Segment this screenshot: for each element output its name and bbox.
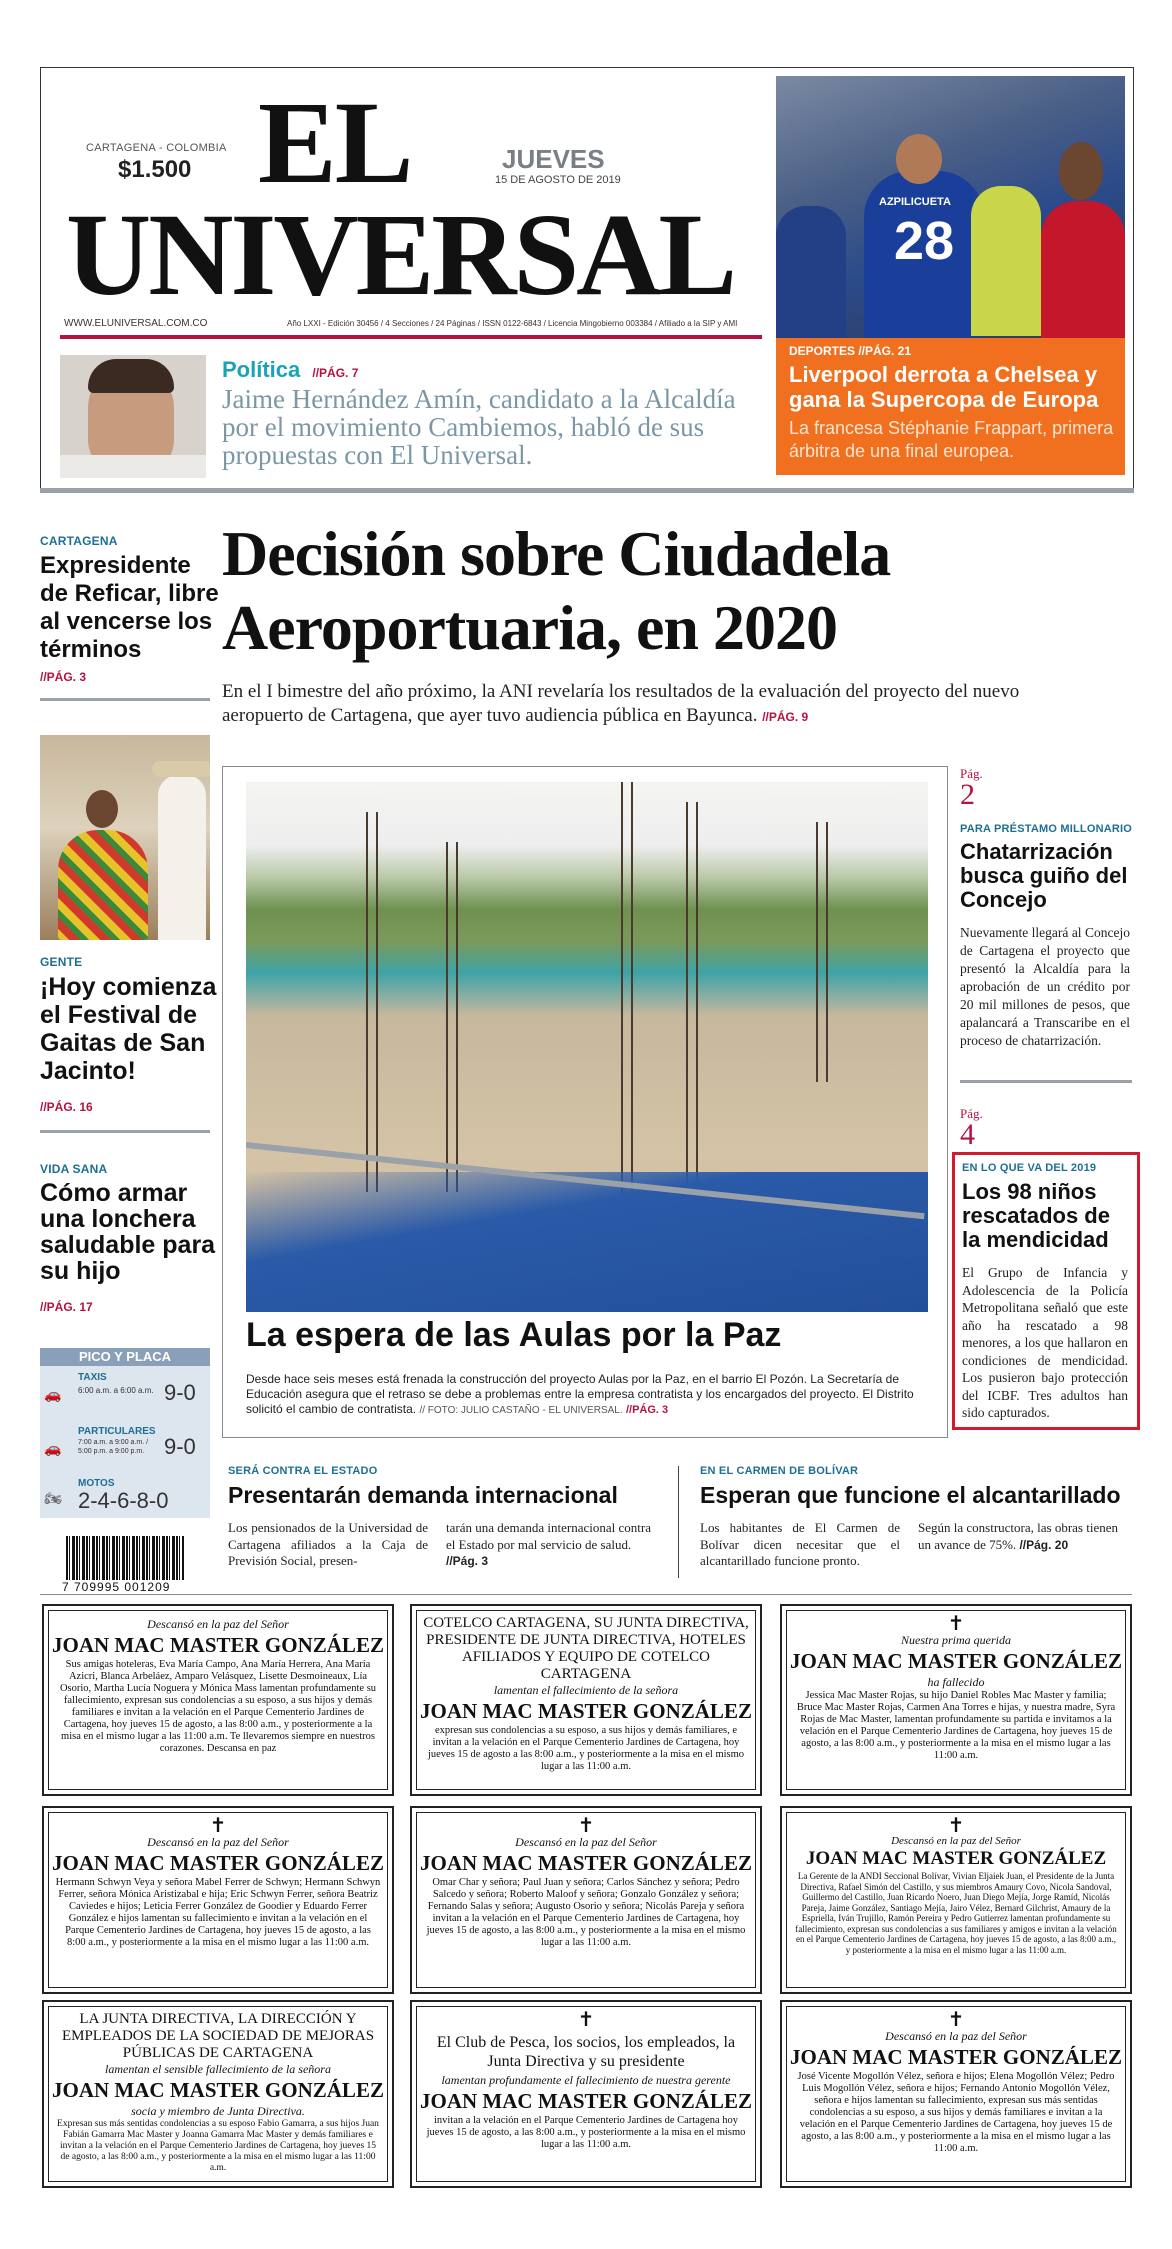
obituary-top: LA JUNTA DIRECTIVA, LA DIRECCIÓN Y EMPLEADOS DE LA SOCIEDAD DE MEJORAS PÚBLICAS DE CARTAGENA [61, 2011, 375, 2061]
obituary-4 [42, 1806, 394, 1994]
obituary-6 [780, 1806, 1132, 1994]
obituary-5-inner [416, 1812, 756, 1988]
obituary-7-inner [48, 2006, 388, 2182]
politica-kicker [222, 357, 358, 383]
player-liverpool [1041, 201, 1125, 338]
sports-headline[interactable]: Liverpool derrota a Chelsea y gana la Supercopa de Europa [789, 362, 1099, 412]
obituary-sub: lamentan el sensible fallecimiento de la señora [105, 2062, 331, 2076]
left-story1-kicker: CARTAGENA [40, 534, 118, 548]
left-story2-page[interactable]: //PÁG. 16 [40, 1100, 93, 1114]
musician-hat [152, 761, 210, 777]
sports-photo [776, 76, 1125, 338]
masthead-title-line1: EL [258, 77, 412, 208]
masthead-edition-info: Año LXXI - Edición 30456 / 4 Secciones / 24 Páginas / ISSN 0122-6843 / Licencia Mingobierno 003384 / Afiliado a la SIP y AMI [287, 319, 738, 328]
obituary-8-inner [416, 2006, 756, 2182]
photo-headline[interactable]: La espera de las Aulas por la Paz [246, 1316, 782, 1354]
obituary-sub2: socia y miembro de Junta Directiva. [131, 2104, 305, 2118]
jersey-name: AZPILICUETA [879, 196, 951, 208]
bottom-story2-body-a: Los habitantes de El Carmen de Bolívar dicen necesitar que el alcantarillado funcione pronto. [700, 1520, 900, 1568]
bottom-story1-body-b-wrap [446, 1520, 658, 1570]
rebar-2 [446, 842, 458, 1192]
pico-row-label: TAXIS [78, 1372, 107, 1383]
obituary-pre: Descansó en la paz del Señor [891, 1835, 1021, 1847]
bottom-story2-page[interactable]: //Pág. 20 [1019, 1537, 1069, 1552]
barcode [66, 1536, 184, 1580]
photo-caption-text: Desde hace seis meses está frenada la construcción del proyecto Aulas por la Paz, en el barrio El Pozón. La Secretaría de Educación asegura que el retraso se debe a problemas entre la empresa contratista y los encargados del proyecto. El Distrito solicitó el cambio de contratista. [246, 1372, 914, 1416]
masthead-rule [60, 335, 762, 339]
pico-row-taxis [40, 1370, 210, 1414]
masthead-date: 15 DE AGOSTO DE 2019 [495, 174, 621, 186]
obituary-name: JOAN MAC MASTER GONZÁLEZ [52, 1851, 384, 1875]
sports-kicker: DEPORTES //PÁG. 21 [789, 344, 912, 358]
musician [158, 775, 206, 940]
obituary-7 [42, 2000, 394, 2188]
main-photo [246, 782, 928, 1312]
obituary-body: Hermann Schwyn Veya y señora Mabel Ferrer de Schwyn; Hermann Schwyn Ferrer, señora Mónica Aristizabal e hija; Eric Schwyn Ferrer, señora Beatriz Caviedes e hijos; Leticia Ferrer González de Goodier y Eduardo Ferrer González e hijos lamentan su fallecimiento e invitan a la velación en el Parque Cementerio Jardines de Cartagena, hoy jueves 15 de agosto, a las 8:00 a.m., y posteriormente a la misa en el mismo lugar a las 11:00 a.m. [55, 1877, 381, 1948]
bottom-story2-kicker: EN EL CARMEN DE BOLÍVAR [700, 1465, 859, 1477]
obituary-top: El Club de Pesca, los socios, los empleados, la Junta Directiva y su presidente [436, 2034, 736, 2070]
left-story1-page[interactable]: //PÁG. 3 [40, 670, 87, 684]
obituary-name: JOAN MAC MASTER GONZÁLEZ [805, 1848, 1107, 1869]
obituary-3-inner [786, 1610, 1126, 1790]
obituary-6-inner [786, 1812, 1126, 1988]
politica-headline[interactable]: Jaime Hernández Amín, candidato a la Alcaldía por el movimiento Cambiemos, habló de sus propuestas con El Universal. [222, 384, 736, 470]
obituary-name: JOAN MAC MASTER GONZÁLEZ [790, 2045, 1122, 2069]
right-story2-body: El Grupo de Infancia y Adolescencia de la Policía Metropolitana señaló que este año ha rescatado a 98 menores, a los que hallaron en condiciones de mendicidad. Los pusieron bajo protección del ICBF. Tres adultos han sido capturados. [962, 1265, 1128, 1420]
barcode-number: 7 709995 001209 [62, 1580, 171, 1594]
cross-icon: ✝ [577, 2009, 595, 2031]
bottom-story1-body-b: tarán una demanda internacional contra el Estado por mal servicio de salud. [446, 1520, 652, 1552]
pico-row-motos [40, 1476, 210, 1516]
obituary-8 [410, 2000, 762, 2188]
obituary-top: COTELCO CARTAGENA, SU JUNTA DIRECTIVA, PRESIDENTE DE JUNTA DIRECTIVA, HOTELES AFILIADOS Y EQUIPO DE COTELCO CARTAGENA [423, 1615, 749, 1682]
pico-row-hours: 6:00 a.m. a 6:00 a.m. [78, 1386, 154, 1395]
left-story3-kicker: VIDA SANA [40, 1162, 108, 1176]
player-left [776, 206, 846, 338]
cross-icon: ✝ [947, 2009, 965, 2031]
rebar-4 [686, 802, 698, 1222]
obituary-pre: Descansó en la paz del Señor [147, 1835, 289, 1849]
obituary-name: JOAN MAC MASTER GONZÁLEZ [420, 2089, 752, 2113]
masthead-url[interactable]: WWW.ELUNIVERSAL.COM.CO [64, 318, 208, 329]
main-deck [222, 680, 1072, 729]
hair [88, 359, 174, 393]
right-story1-kicker: PARA PRÉSTAMO MILLONARIO [960, 823, 1133, 835]
obituary-name: JOAN MAC MASTER GONZÁLEZ [420, 1851, 752, 1875]
obituary-sub: lamentan el fallecimiento de la señora [493, 1683, 679, 1697]
obituary-pre: Nuestra prima querida [900, 1633, 1011, 1647]
motorcycle-icon: 🏍 [44, 1490, 62, 1506]
sports-sub: La francesa Stéphanie Frappart, primera árbitra de una final europea. [789, 418, 1114, 461]
photo-credit: // FOTO: JULIO CASTAÑO - EL UNIVERSAL. [419, 1405, 623, 1416]
bottom-story1-body-a: Los pensionados de la Universidad de Cartagena afiliados a la Caja de Previsión Social, presen- [228, 1520, 428, 1568]
bottom-story1-page[interactable]: //Pág. 3 [446, 1554, 489, 1568]
photo-caption [246, 1372, 930, 1418]
obituary-9-inner [786, 2006, 1126, 2182]
left-story3-headline[interactable]: Cómo armar una lonchera saludable para su hijo [40, 1179, 216, 1285]
masthead-bottom-rule [40, 488, 1134, 493]
obituary-pre: Descansó en la paz del Señor [147, 1617, 289, 1631]
right-story1-pag-num: 2 [960, 778, 975, 811]
obituary-pre: Descansó en la paz del Señor [515, 1835, 657, 1849]
pico-row-label: PARTICULARES [78, 1426, 156, 1437]
pico-row-particulares [40, 1424, 210, 1472]
politica-page[interactable]: //PÁG. 7 [312, 366, 359, 380]
obituary-9 [780, 2000, 1132, 2188]
right-story1-pag-label: Pág. [960, 766, 983, 781]
right-story2-pag-label: Pág. [960, 1106, 983, 1121]
masthead-day: JUEVES [502, 144, 605, 174]
obituary-body: invitan a la velación en el Parque Cementerio Jardines de Cartagena hoy jueves 15 de agosto, a las 8:00 a.m., y posteriormente a la misa en el mismo lugar a las 11:00 a.m. [426, 2115, 746, 2150]
cross-icon: ✝ [577, 1815, 595, 1837]
left-rule-1 [40, 698, 210, 701]
rebar-3 [621, 782, 633, 1222]
photo-page[interactable]: //PÁG. 3 [625, 1404, 669, 1416]
masthead-city: CARTAGENA - COLOMBIA [86, 142, 227, 154]
bottom-story2-headline[interactable]: Esperan que funcione el alcantarillado [700, 1482, 1121, 1508]
main-headline-line2[interactable]: Aeroportuaria, en 2020 [222, 592, 837, 663]
left-story3-page[interactable]: //PÁG. 17 [40, 1300, 93, 1314]
left-story1-headline[interactable]: Expresidente de Reficar, libre al vencerse los términos [40, 552, 219, 663]
bottom-story2-body-b: Según la constructora, las obras tienen un avance de 75%. [918, 1520, 1118, 1552]
pico-row-hours: 7:00 a.m. a 9:00 a.m. / 5:00 p.m. a 9:00 p.m. [78, 1439, 149, 1455]
bottom-story1-headline[interactable]: Presentarán demanda internacional [228, 1482, 618, 1508]
cross-icon: ✝ [947, 1815, 965, 1837]
player-head [896, 134, 942, 184]
obituary-sub: lamentan profundamente el fallecimiento de nuestra gerente [441, 2073, 731, 2087]
cross-icon: ✝ [947, 1613, 965, 1635]
fence-net [246, 1172, 928, 1312]
masthead-title-line2: UNIVERSAL [66, 189, 735, 320]
pico-row-label: MOTOS [78, 1478, 115, 1489]
obituary-sub: ha fallecido [927, 1675, 985, 1689]
obituary-name: JOAN MAC MASTER GONZÁLEZ [52, 1633, 384, 1657]
obituary-5 [410, 1806, 762, 1994]
obituary-body: Jessica Mac Master Rojas, su hijo Daniel Robles Mac Master y familia; Bruce Mac Master Rojas, Carmen Ana Torres e hijas, y nuestra madre, Syra Rojas de Mac Master, lamentan profundamente su partida e invitamos a la velación en el Parque Cementerio Jardines de Cartagena, hoy jueves 15 de agosto, a las 8:00 a.m., y posteriormente a la misa en el mismo lugar a las 11:00 a.m. [796, 1690, 1116, 1761]
politica-photo [60, 355, 206, 478]
main-headline-line1[interactable]: Decisión sobre Ciudadela [222, 518, 891, 589]
bottom-divider [678, 1466, 679, 1578]
shirt [60, 455, 206, 478]
left-rule-2 [40, 1130, 210, 1133]
right-story1-body: Nuevamente llegará al Concejo de Cartagena el proyecto que presentó la Alcaldía para la aprobación de un crédito por 20 mil millones de pesos, que apalancará a Transcaribe en el proceso de chatarrización. [960, 925, 1130, 1048]
politica-kicker-label: Política [222, 357, 301, 382]
obituary-1 [42, 1604, 394, 1796]
pico-placa-box [40, 1348, 210, 1518]
obituary-name: JOAN MAC MASTER GONZÁLEZ [52, 2078, 384, 2102]
right-rule-1 [960, 1080, 1132, 1083]
pico-placa-title: PICO Y PLACA [40, 1348, 210, 1366]
bottom-story2-body-b-wrap [918, 1520, 1118, 1553]
main-deck-page[interactable]: //PÁG. 9 [762, 710, 809, 724]
gaitas-photo [40, 735, 210, 940]
rebar-5 [816, 822, 828, 1082]
dancer-head [86, 790, 118, 828]
pico-row-value: 2-4-6-8-0 [78, 1488, 169, 1513]
left-story2-headline[interactable]: ¡Hoy comienza el Festival de Gaitas de San Jacinto! [40, 973, 217, 1085]
obituary-2-inner [416, 1610, 756, 1790]
car-icon: 🚗 [44, 1386, 62, 1402]
obituary-body: Expresan sus más sentidas condolencias a su esposo Fabio Gamarra, a sus hijos Juan Fabián Gamarra Mac Master y Joanna Gamarra Mac Master y demás familiares e invitan a la velación en el Parque Cementerio Jardines de Cartagena, hoy jueves 15 de agosto, a las 8:00 a.m., y posteriormente a la misa en el mismo lugar a las 11:00 a.m. [57, 2119, 379, 2173]
obituary-name: JOAN MAC MASTER GONZÁLEZ [420, 1699, 752, 1723]
obituary-body: José Vicente Mogollón Vélez, señora e hijos; Elena Mogollón Vélez; Pedro Luis Mogollón Vélez, señora e hijos; Fernando Antonio Mogollón Vélez, señora e hijos lamentan su fallecimiento, expresan sus más sentidas condolencias a su esposo, a sus hijos y demás familiares e invitan a la velación en el Parque Cementerio Jardines de Cartagena, hoy jueves 15 de agosto, a las 8:00 a.m., y posteriormente a la misa en el mismo lugar a las 11:00 a.m. [797, 2071, 1115, 2154]
main-deck-text: En el I bimestre del año próximo, la ANI revelaría los resultados de la evaluación del proyecto del nuevo aeropuerto de Cartagena, que ayer tuvo audiencia pública en Bayunca. [222, 681, 1020, 726]
obituary-name: JOAN MAC MASTER GONZÁLEZ [790, 1649, 1122, 1673]
right-story2-headline[interactable]: Los 98 niños rescatados de la mendicidad [962, 1179, 1110, 1252]
referee [971, 186, 1041, 336]
right-story1-headline[interactable]: Chatarrización busca guiño del Concejo [960, 839, 1128, 912]
rebar-1 [366, 812, 378, 1192]
pico-row-value: 9-0 [164, 1434, 196, 1459]
obituary-4-inner [48, 1812, 388, 1988]
obituary-pre: Descansó en la paz del Señor [885, 2029, 1027, 2043]
obituary-section-rule [40, 1594, 1132, 1595]
bottom-story1-kicker: SERÁ CONTRA EL ESTADO [228, 1465, 378, 1477]
obituary-body: La Gerente de la ANDI Seccional Bolívar, Vivian Eljaiek Juan, el Presidente de la Junta Directiva, Rafael Simón del Castillo, y sus miembros Amaury Covo, Nicola Sandoval, Guillermo del Castillo, Juan Ricardo Noero, Juan Diego Mejía, Jorge Ramíd, Nicolás Pareja, Jaime González, Santiago Mejía, Jairo Vélez, Bernard Gilchrist, Amaury de la Espriella, Iván Trujillo, Ramón Pereira y Pedro Gutierrez lamentan profundamente su fallecimiento, expresan sus condolencias a sus familiares y amigos e invitan a la velación en el Parque Cementerio Jardines de Cartagena, hoy jueves 15 de agosto, a las 8:00 a.m., y posteriormente a la misa en el mismo lugar a las 11:00 a.m. [795, 1871, 1117, 1955]
cross-icon: ✝ [209, 1815, 227, 1837]
obituary-1-inner [48, 1610, 388, 1790]
dancer-dress [58, 830, 148, 940]
obituary-3 [780, 1604, 1132, 1796]
obituary-body: Sus amigas hoteleras, Eva María Campo, Ana María Herrera, Ana María Azicri, Blanca Arbeláez, Amparo Velásquez, Lisette Desmoineaux, Lía Osorio, Martha Lucía Noguera y Mónica Mass lamentan profundamente su fallecimiento, expresan sus condolencias a su esposo, a sus hijos y demás familiares e invitan a la velación en el Parque Cementerio Jardines de Cartagena, hoy jueves 15 de agosto, a las 8:00 a.m., y posteriormente a la misa en el mismo lugar a las 11:00 a.m. Te llevaremos siempre en nuestros corazones. Descansa en paz [59, 1659, 377, 1754]
car-icon: 🚗 [44, 1440, 62, 1456]
obituary-body: Omar Char y señora; Paul Juan y señora; Carlos Sánchez y señora; Pedro Salcedo y señora; Roberto Maloof y señora; Gonzalo González y señora; Fernando Salas y señora; Augusto Osorio y señora; Nicolás Pareja y señora invitan a la velación en el Parque Cementerio Jardines de Cartagena, hoy jueves 15 de agosto, a las 8:00 a.m., y posteriormente a la misa en el mismo lugar a las 11:00 a.m. [426, 1877, 746, 1948]
right-story2-kicker: EN LO QUE VA DEL 2019 [962, 1162, 1097, 1174]
pico-row-value: 9-0 [164, 1380, 196, 1405]
masthead-price: $1.500 [118, 156, 192, 183]
obituary-body: expresan sus condolencias a su esposo, a sus hijos y demás familiares, e invitan a la velación en el Parque Cementerio Jardines de Cartagena, hoy jueves 15 de agosto a las 8:00 a.m., y posteriormente a la misa en el mismo lugar a las 11:00 a.m. [427, 1725, 745, 1772]
obituary-2 [410, 1604, 762, 1796]
jersey-number: 28 [894, 211, 955, 271]
player-liverpool-head [1059, 142, 1103, 200]
right-story2-pag-num: 4 [960, 1118, 975, 1151]
left-story2-kicker: GENTE [40, 955, 83, 969]
